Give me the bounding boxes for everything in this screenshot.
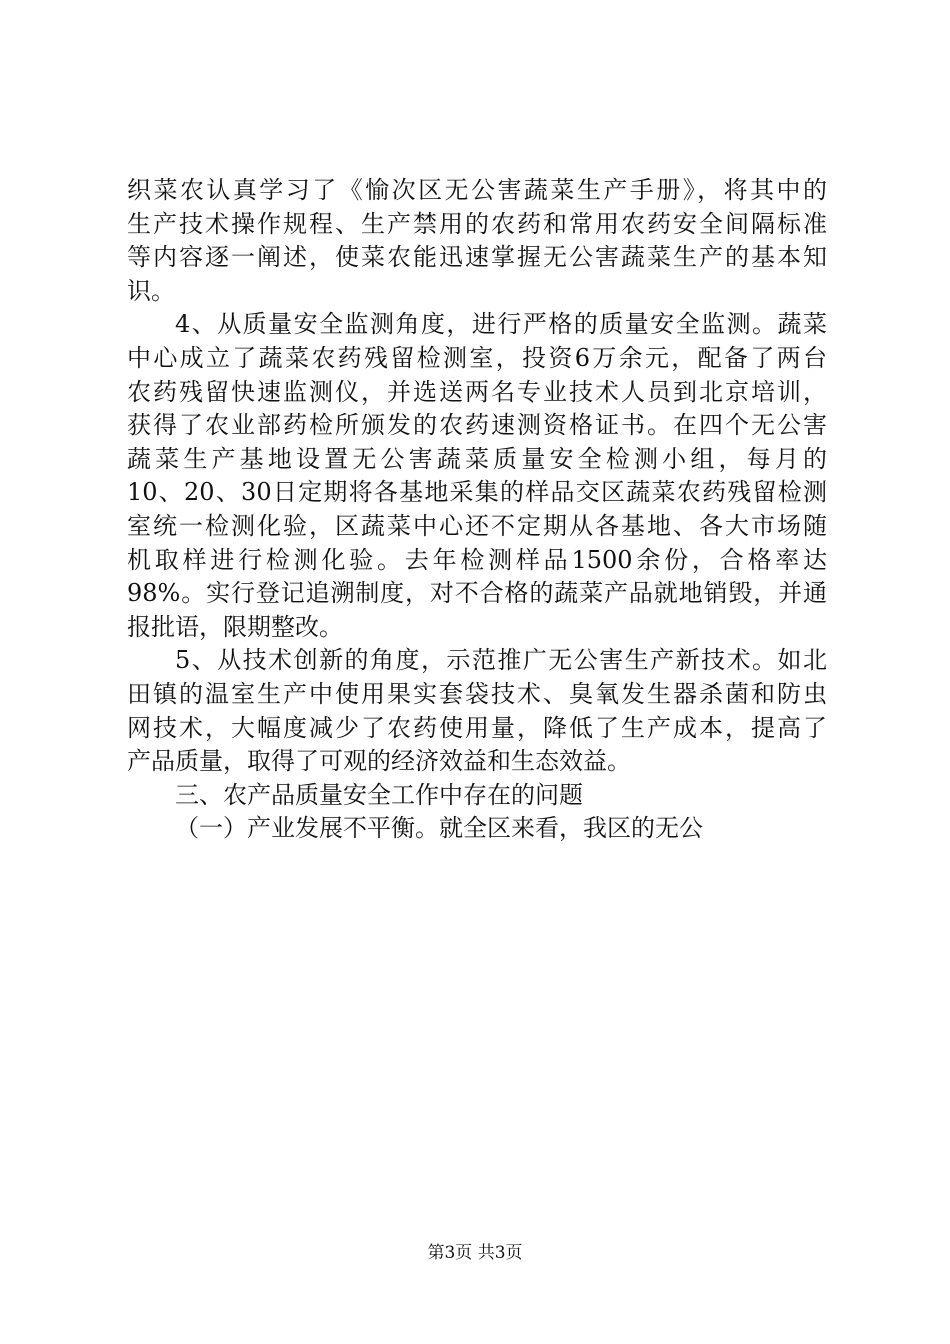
text-line: 生产技术操作规程、生产禁用的农药和常用农药安全间隔标准 [127, 209, 827, 238]
text-line: 报批语，限期整改。 [127, 612, 343, 641]
text-line: 中心成立了蔬菜农药残留检测室，投资6万余元，配备了两台 [127, 343, 827, 372]
text-line: 织菜农认真学习了《愉次区无公害蔬菜生产手册》，将其中的 [127, 176, 827, 204]
text-line: 蔬菜生产基地设置无公害蔬菜质量安全检测小组，每月的 [127, 444, 827, 473]
text-line: 网技术，大幅度减少了农药使用量，降低了生产成本，提高了 [127, 713, 827, 742]
section-heading: 三、农产品质量安全工作中存在的问题 [175, 780, 583, 809]
text-line: 10、20、30日定期将各基地采集的样品交区蔬菜农药残留检测 [127, 478, 827, 507]
text-line: 98%。实行登记追溯制度，对不合格的蔬菜产品就地销毁，并通 [127, 579, 827, 608]
text-line: 产品质量，取得了可观的经济效益和生态效益。 [127, 747, 631, 776]
text-line: 4、从质量安全监测角度，进行严格的质量安全监测。蔬菜 [175, 310, 827, 339]
text-line: 识。 [127, 276, 175, 305]
text-line: 获得了农业部药检所颁发的农药速测资格证书。在四个无公害 [127, 411, 827, 440]
text-line: 田镇的温室生产中使用果实套袋技术、臭氧发生器杀菌和防虫 [127, 679, 827, 708]
text-line: （一）产业发展不平衡。就全区来看，我区的无公 [175, 814, 703, 843]
text-line: 5、从技术创新的角度，示范推广无公害生产新技术。如北 [175, 646, 827, 675]
page-number-footer: 第3页 共3页 [427, 1243, 523, 1263]
body-text [127, 174, 827, 846]
text-line: 农药残留快速监测仪，并选送两名专业技术人员到北京培训， [127, 377, 827, 406]
text-line: 机取样进行检测化验。去年检测样品1500余份，合格率达 [127, 545, 827, 574]
text-line: 室统一检测化验，区蔬菜中心还不定期从各基地、各大市场随 [127, 511, 827, 540]
text-line: 等内容逐一阐述，使菜农能迅速掌握无公害蔬菜生产的基本知 [127, 243, 827, 272]
